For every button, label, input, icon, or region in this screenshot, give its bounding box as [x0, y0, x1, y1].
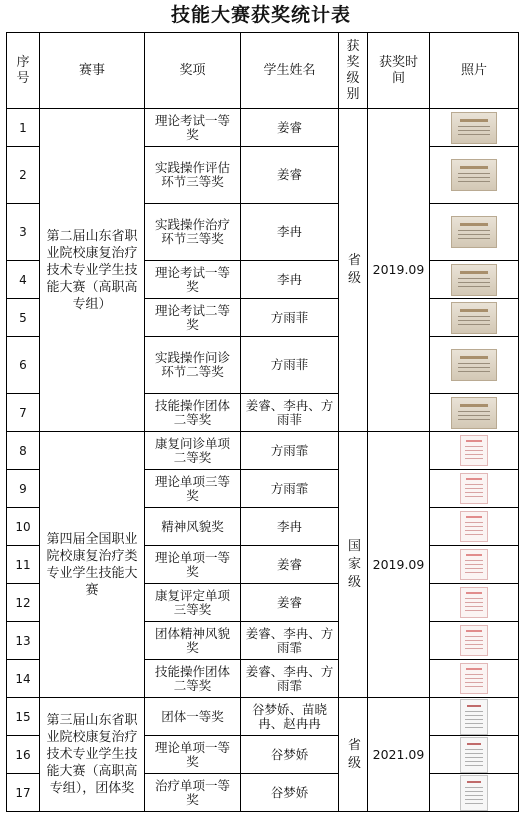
photo-cell	[430, 622, 519, 660]
photo-cell	[430, 546, 519, 584]
photo-cell	[430, 394, 519, 432]
award-name: 理论考试一等奖	[145, 109, 241, 147]
certificate-photo[interactable]	[451, 159, 497, 191]
award-level: 省级	[339, 109, 368, 432]
certificate-photo[interactable]	[460, 625, 488, 656]
event-name: 第四届全国职业院校康复治疗类专业学生技能大赛	[40, 432, 145, 698]
row-seq: 8	[7, 432, 40, 470]
row-seq: 17	[7, 774, 40, 812]
award-name: 技能操作团体二等奖	[145, 660, 241, 698]
award-level: 国家级	[339, 432, 368, 698]
photo-cell	[430, 470, 519, 508]
student-name: 方雨霏	[241, 432, 339, 470]
event-name: 第三届山东省职业院校康复治疗技术专业学生技能大赛（高职高专组），团体奖	[40, 698, 145, 812]
photo-cell	[430, 337, 519, 394]
awards-table	[6, 32, 519, 812]
header-time: 获奖时间	[368, 33, 430, 109]
row-seq: 1	[7, 109, 40, 147]
certificate-photo[interactable]	[460, 663, 488, 694]
award-name: 团体精神风貌奖	[145, 622, 241, 660]
header-event: 赛事	[40, 33, 145, 109]
row-seq: 12	[7, 584, 40, 622]
row-seq: 9	[7, 470, 40, 508]
certificate-photo[interactable]	[451, 112, 497, 144]
header-seq: 序号	[7, 33, 40, 109]
table-row	[7, 109, 519, 147]
photo-cell	[430, 432, 519, 470]
row-seq: 6	[7, 337, 40, 394]
student-name: 姜睿	[241, 546, 339, 584]
row-seq: 7	[7, 394, 40, 432]
photo-cell	[430, 299, 519, 337]
award-name: 理论单项三等奖	[145, 470, 241, 508]
award-time: 2019.09	[368, 109, 430, 432]
row-seq: 14	[7, 660, 40, 698]
student-name: 李冉	[241, 261, 339, 299]
award-name: 理论考试二等奖	[145, 299, 241, 337]
header-row	[7, 33, 519, 109]
photo-cell	[430, 774, 519, 812]
student-name: 谷梦娇	[241, 736, 339, 774]
student-name: 李冉	[241, 508, 339, 546]
certificate-photo[interactable]	[460, 511, 488, 542]
certificate-photo[interactable]	[451, 302, 497, 334]
page-title: 技能大赛获奖统计表	[170, 4, 351, 26]
certificate-photo[interactable]	[460, 587, 488, 618]
photo-cell	[430, 698, 519, 736]
student-name: 姜睿、李冉、方雨霏	[241, 660, 339, 698]
student-name: 姜睿	[241, 147, 339, 204]
award-name: 理论考试一等奖	[145, 261, 241, 299]
certificate-photo[interactable]	[460, 699, 488, 735]
certificate-photo[interactable]	[460, 775, 488, 811]
certificate-photo[interactable]	[460, 435, 488, 466]
student-name: 方雨菲	[241, 337, 339, 394]
award-level: 省级	[339, 698, 368, 812]
student-name: 姜睿	[241, 584, 339, 622]
award-name: 技能操作团体二等奖	[145, 394, 241, 432]
award-name: 理论单项一等奖	[145, 546, 241, 584]
student-name: 谷梦娇、苗晓冉、赵冉冉	[241, 698, 339, 736]
header-level: 获奖级别	[339, 33, 368, 109]
award-name: 团体一等奖	[145, 698, 241, 736]
photo-cell	[430, 147, 519, 204]
certificate-photo[interactable]	[451, 216, 497, 248]
photo-cell	[430, 508, 519, 546]
row-seq: 10	[7, 508, 40, 546]
photo-cell	[430, 204, 519, 261]
student-name: 谷梦娇	[241, 774, 339, 812]
award-name: 康复问诊单项二等奖	[145, 432, 241, 470]
award-time: 2019.09	[368, 432, 430, 698]
certificate-photo[interactable]	[451, 397, 497, 429]
certificate-photo[interactable]	[451, 264, 497, 296]
certificate-photo[interactable]	[460, 473, 488, 504]
award-name: 精神风貌奖	[145, 508, 241, 546]
award-name: 康复评定单项三等奖	[145, 584, 241, 622]
student-name: 方雨霏	[241, 470, 339, 508]
row-seq: 4	[7, 261, 40, 299]
row-seq: 3	[7, 204, 40, 261]
certificate-photo[interactable]	[460, 549, 488, 580]
row-seq: 15	[7, 698, 40, 736]
row-seq: 2	[7, 147, 40, 204]
award-name: 实践操作问诊环节二等奖	[145, 337, 241, 394]
header-student: 学生姓名	[241, 33, 339, 109]
photo-cell	[430, 584, 519, 622]
certificate-photo[interactable]	[451, 349, 497, 381]
award-name: 实践操作评估环节三等奖	[145, 147, 241, 204]
row-seq: 16	[7, 736, 40, 774]
student-name: 李冉	[241, 204, 339, 261]
award-name: 实践操作治疗环节三等奖	[145, 204, 241, 261]
header-award: 奖项	[145, 33, 241, 109]
student-name: 姜睿、李冉、方雨霏	[241, 622, 339, 660]
award-name: 理论单项一等奖	[145, 736, 241, 774]
student-name: 姜睿	[241, 109, 339, 147]
table-row	[7, 698, 519, 736]
award-name: 治疗单项一等奖	[145, 774, 241, 812]
photo-cell	[430, 109, 519, 147]
photo-cell	[430, 261, 519, 299]
student-name: 姜睿、李冉、方雨菲	[241, 394, 339, 432]
student-name: 方雨菲	[241, 299, 339, 337]
table-row	[7, 432, 519, 470]
photo-cell	[430, 660, 519, 698]
row-seq: 13	[7, 622, 40, 660]
award-time: 2021.09	[368, 698, 430, 812]
photo-cell	[430, 736, 519, 774]
event-name: 第二届山东省职业院校康复治疗技术专业学生技能大赛（高职高专组）	[40, 109, 145, 432]
header-photo: 照片	[430, 33, 519, 109]
certificate-photo[interactable]	[460, 737, 488, 773]
row-seq: 11	[7, 546, 40, 584]
row-seq: 5	[7, 299, 40, 337]
